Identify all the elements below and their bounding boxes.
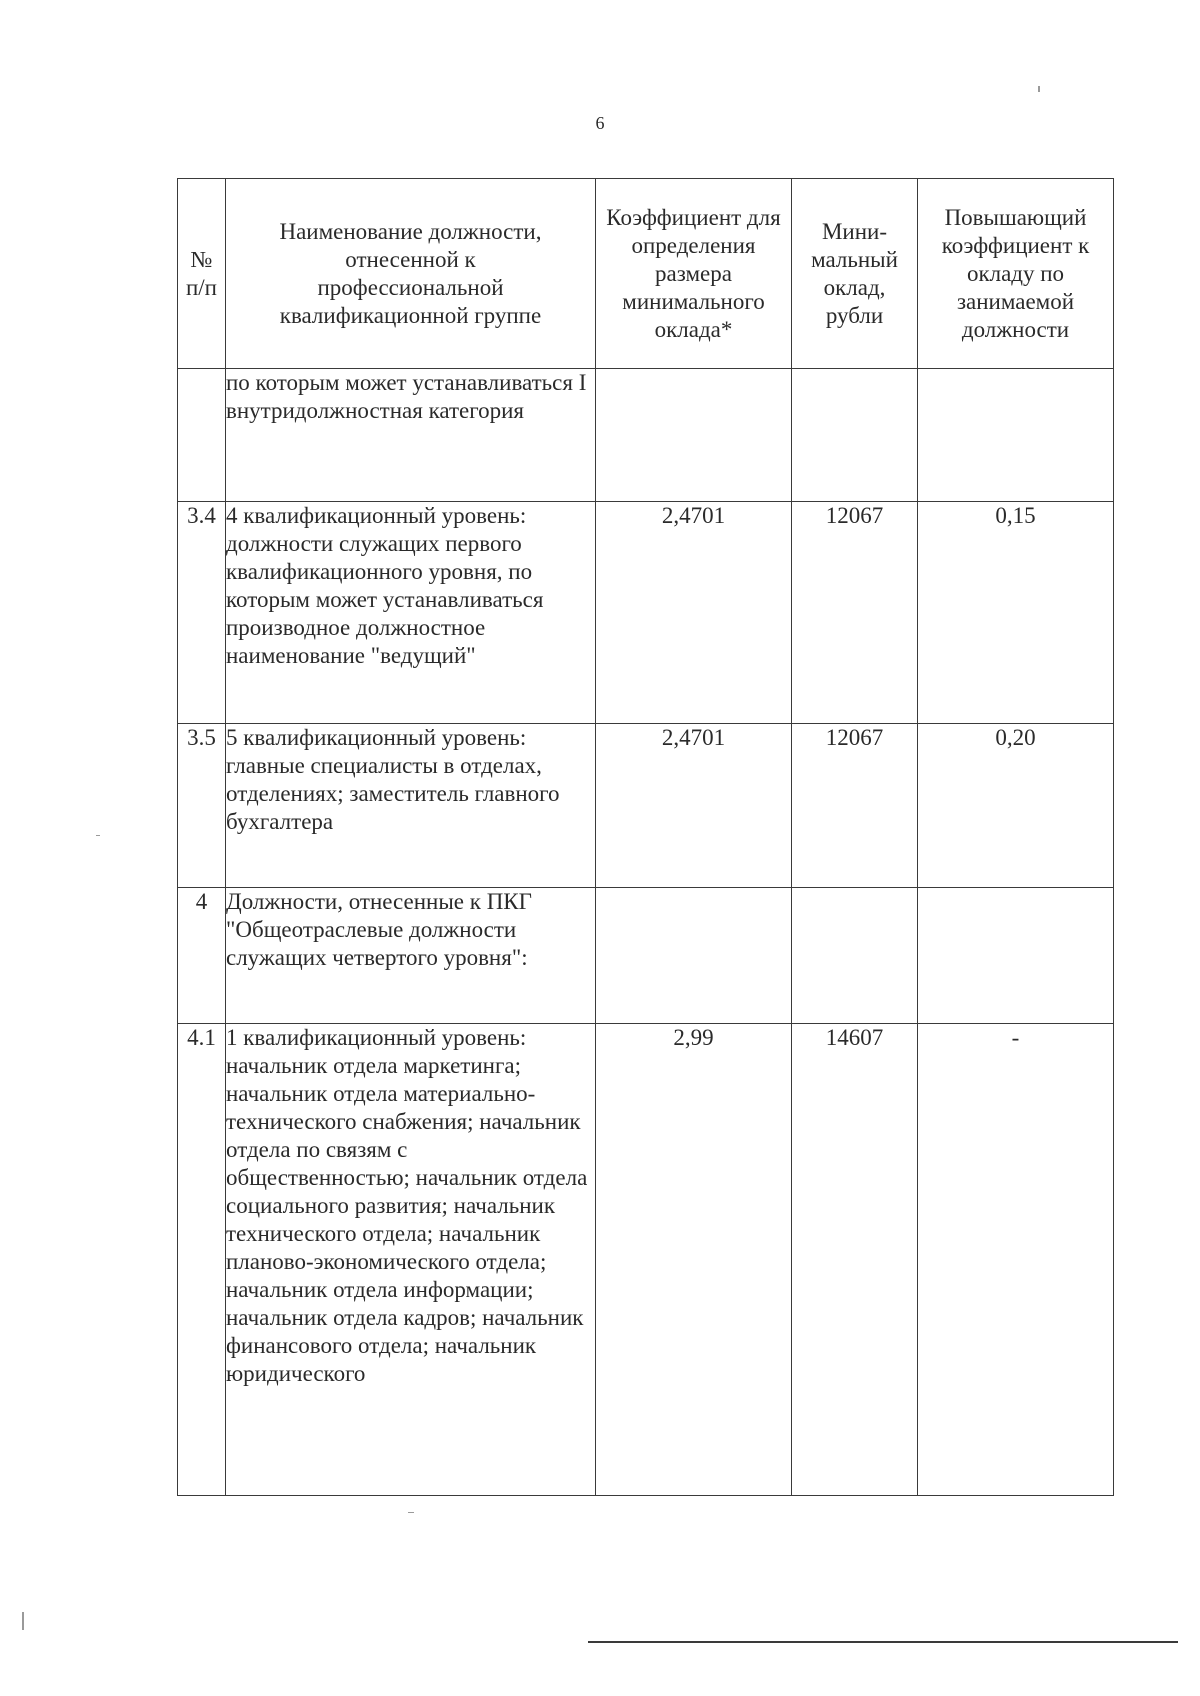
footer-rule [588,1641,1178,1643]
scan-artifact [96,835,100,836]
page-number: 6 [595,113,605,133]
row-min-salary: 12067 [792,724,918,888]
header-min-salary: Мини- мальный оклад, рубли [792,179,918,369]
header-name: Наименование должности, отнесенной к профессиональной квалификационной группе [226,179,596,369]
header-num: № п/п [178,179,226,369]
row-num: 3.4 [178,502,226,724]
row-min-salary [792,888,918,1024]
table-row [178,888,1114,1024]
row-increase: - [918,1024,1114,1496]
row-name: 5 квалификационный уровень: главные специалисты в отделах, отделениях; заместитель главного бухгалтера [226,724,596,888]
scan-artifact [1038,86,1040,92]
header-coefficient: Коэффициент для определения размера минимального оклада* [596,179,792,369]
row-coefficient [596,369,792,502]
row-name: Должности, отнесенные к ПКГ "Общеотраслевые должности служащих четвертого уровня": [226,888,596,1024]
row-name: по которым может устанавливаться I внутридолжностная категория [226,369,596,502]
table-row [178,369,1114,502]
row-num: 4.1 [178,1024,226,1496]
salary-table [177,178,1114,1496]
table-row [178,1024,1114,1496]
row-coefficient: 2,4701 [596,502,792,724]
table-header-row [178,179,1114,369]
row-num: 4 [178,888,226,1024]
table-row [178,502,1114,724]
row-num: 3.5 [178,724,226,888]
row-increase [918,888,1114,1024]
row-coefficient: 2,99 [596,1024,792,1496]
row-min-salary [792,369,918,502]
row-num [178,369,226,502]
header-increase-coefficient: Повышающий коэффициент к окладу по занимаемой должности [918,179,1114,369]
scan-artifact [22,1612,24,1630]
row-coefficient: 2,4701 [596,724,792,888]
row-coefficient [596,888,792,1024]
row-increase: 0,20 [918,724,1114,888]
row-name: 4 квалификационный уровень: должности служащих первого квалификационного уровня, по которым может устанавливаться производное должностное наименование "ведущий" [226,502,596,724]
scan-artifact [408,1512,414,1513]
row-increase [918,369,1114,502]
table-row [178,724,1114,888]
row-min-salary: 14607 [792,1024,918,1496]
row-min-salary: 12067 [792,502,918,724]
row-name: 1 квалификационный уровень: начальник отдела маркетинга; начальник отдела материально-технического снабжения; начальник отдела по связям с общественностью; начальник отдела социального развития; начальник технического отдела; начальник планово-экономического отдела; начальник отдела информации; начальник отдела кадров; начальник финансового отдела; начальник юридического [226,1024,596,1496]
row-increase: 0,15 [918,502,1114,724]
